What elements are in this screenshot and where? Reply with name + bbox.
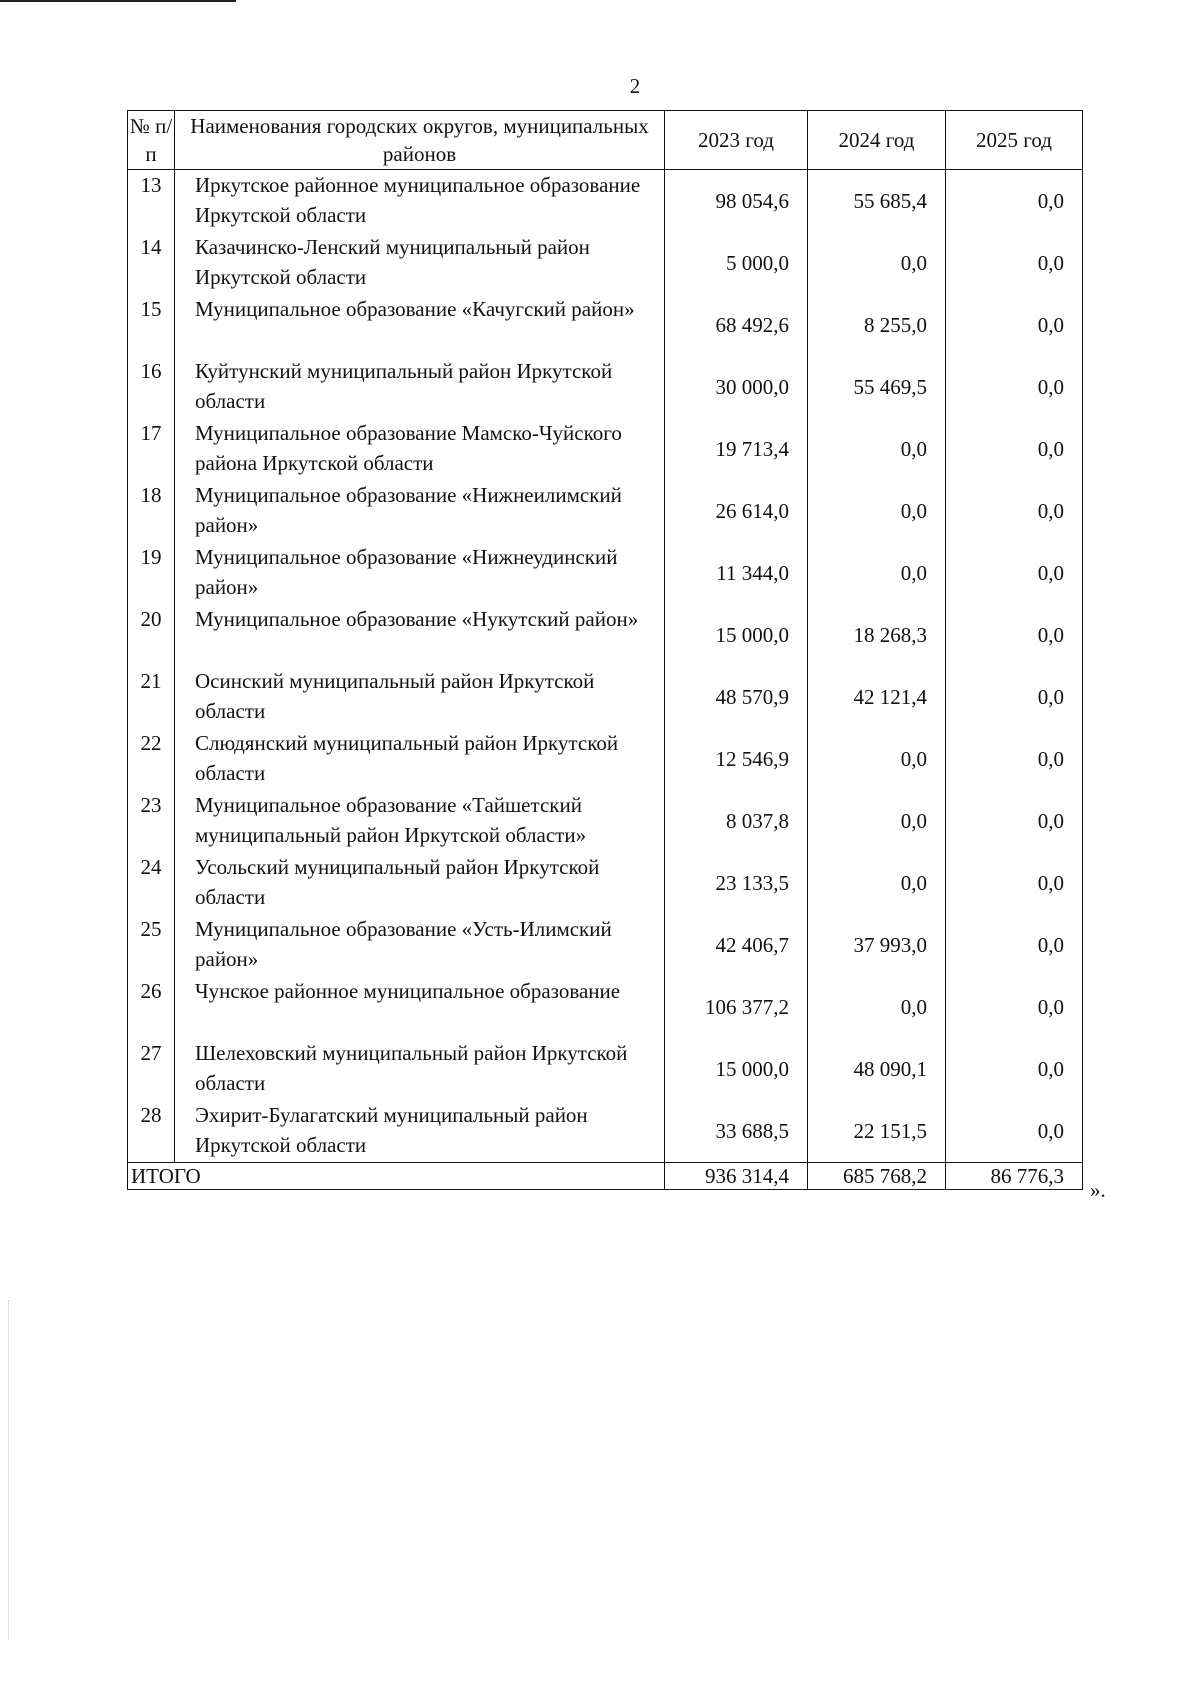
row-2024: 48 090,1 — [808, 1038, 946, 1100]
row-2024: 55 685,4 — [808, 170, 946, 233]
row-name: Муниципальное образование «Тайшетский муниципальный район Иркутской области» — [175, 790, 665, 852]
row-2023: 15 000,0 — [665, 1038, 808, 1100]
row-2024: 0,0 — [808, 542, 946, 604]
row-name: Казачинско-Ленский муниципальный район Иркутской области — [175, 232, 665, 294]
header-name: Наименования городских округов, муниципальных районов — [175, 111, 665, 170]
row-name: Осинский муниципальный район Иркутской области — [175, 666, 665, 728]
table-row — [128, 418, 1083, 480]
total-label: ИТОГО — [128, 1163, 665, 1190]
total-2025: 86 776,3 — [946, 1163, 1083, 1190]
allocation-table-wrapper — [127, 110, 1082, 1190]
row-2025: 0,0 — [946, 232, 1083, 294]
row-2023: 98 054,6 — [665, 170, 808, 233]
table-row — [128, 852, 1083, 914]
row-name: Куйтунский муниципальный район Иркутской области — [175, 356, 665, 418]
table-row — [128, 728, 1083, 790]
row-name: Эхирит-Булагатский муниципальный район Иркутской области — [175, 1100, 665, 1163]
row-2025: 0,0 — [946, 728, 1083, 790]
row-2023: 23 133,5 — [665, 852, 808, 914]
row-num: 14 — [128, 232, 175, 294]
total-2023: 936 314,4 — [665, 1163, 808, 1190]
row-2023: 11 344,0 — [665, 542, 808, 604]
top-rule — [0, 0, 236, 2]
header-num: № п/п — [128, 111, 175, 170]
row-2025: 0,0 — [946, 914, 1083, 976]
row-num: 18 — [128, 480, 175, 542]
row-2024: 0,0 — [808, 852, 946, 914]
row-2025: 0,0 — [946, 604, 1083, 666]
row-2023: 12 546,9 — [665, 728, 808, 790]
row-num: 15 — [128, 294, 175, 356]
row-num: 20 — [128, 604, 175, 666]
table-row — [128, 976, 1083, 1038]
row-2025: 0,0 — [946, 294, 1083, 356]
row-2023: 42 406,7 — [665, 914, 808, 976]
row-2024: 0,0 — [808, 232, 946, 294]
row-2025: 0,0 — [946, 666, 1083, 728]
table-row — [128, 542, 1083, 604]
allocation-table — [127, 110, 1083, 1190]
row-2025: 0,0 — [946, 976, 1083, 1038]
row-2024: 42 121,4 — [808, 666, 946, 728]
table-row — [128, 1100, 1083, 1163]
row-2024: 18 268,3 — [808, 604, 946, 666]
row-name: Иркутское районное муниципальное образование Иркутской области — [175, 170, 665, 233]
table-row — [128, 480, 1083, 542]
table-row — [128, 1038, 1083, 1100]
row-2024: 55 469,5 — [808, 356, 946, 418]
row-num: 19 — [128, 542, 175, 604]
row-name: Муниципальное образование «Усть-Илимский район» — [175, 914, 665, 976]
table-row — [128, 232, 1083, 294]
row-num: 13 — [128, 170, 175, 233]
row-2023: 106 377,2 — [665, 976, 808, 1038]
row-num: 17 — [128, 418, 175, 480]
row-name: Муниципальное образование «Нижнеилимский район» — [175, 480, 665, 542]
row-name: Муниципальное образование Мамско-Чуйского района Иркутской области — [175, 418, 665, 480]
row-num: 21 — [128, 666, 175, 728]
margin-scan-artifact — [8, 1300, 10, 1640]
row-2023: 5 000,0 — [665, 232, 808, 294]
row-name: Слюдянский муниципальный район Иркутской области — [175, 728, 665, 790]
row-2025: 0,0 — [946, 542, 1083, 604]
header-2023: 2023 год — [665, 111, 808, 170]
closing-quote-mark: ». — [1090, 1178, 1106, 1202]
row-2025: 0,0 — [946, 418, 1083, 480]
table-body — [128, 170, 1083, 1163]
row-2024: 0,0 — [808, 728, 946, 790]
row-num: 26 — [128, 976, 175, 1038]
page-number: 2 — [629, 74, 641, 98]
row-2025: 0,0 — [946, 1100, 1083, 1163]
row-name: Усольский муниципальный район Иркутской области — [175, 852, 665, 914]
row-2024: 8 255,0 — [808, 294, 946, 356]
header-2025: 2025 год — [946, 111, 1083, 170]
table-row — [128, 666, 1083, 728]
table-row — [128, 294, 1083, 356]
row-num: 22 — [128, 728, 175, 790]
table-row — [128, 356, 1083, 418]
row-2024: 0,0 — [808, 418, 946, 480]
row-2025: 0,0 — [946, 1038, 1083, 1100]
row-2024: 0,0 — [808, 480, 946, 542]
row-2023: 15 000,0 — [665, 604, 808, 666]
row-name: Муниципальное образование «Нижнеудинский район» — [175, 542, 665, 604]
row-2023: 26 614,0 — [665, 480, 808, 542]
row-num: 16 — [128, 356, 175, 418]
row-num: 23 — [128, 790, 175, 852]
table-row — [128, 604, 1083, 666]
table-header-row — [128, 111, 1083, 170]
row-2024: 22 151,5 — [808, 1100, 946, 1163]
row-2023: 48 570,9 — [665, 666, 808, 728]
table-row — [128, 790, 1083, 852]
table-row — [128, 914, 1083, 976]
total-2024: 685 768,2 — [808, 1163, 946, 1190]
row-2025: 0,0 — [946, 480, 1083, 542]
row-num: 24 — [128, 852, 175, 914]
row-2025: 0,0 — [946, 170, 1083, 233]
row-num: 27 — [128, 1038, 175, 1100]
row-2023: 33 688,5 — [665, 1100, 808, 1163]
row-2025: 0,0 — [946, 852, 1083, 914]
row-2024: 0,0 — [808, 790, 946, 852]
row-2023: 19 713,4 — [665, 418, 808, 480]
header-2024: 2024 год — [808, 111, 946, 170]
row-name: Шелеховский муниципальный район Иркутской области — [175, 1038, 665, 1100]
row-2023: 8 037,8 — [665, 790, 808, 852]
row-name: Муниципальное образование «Нукутский район» — [175, 604, 665, 666]
row-2025: 0,0 — [946, 790, 1083, 852]
row-2024: 37 993,0 — [808, 914, 946, 976]
row-2025: 0,0 — [946, 356, 1083, 418]
table-total-row — [128, 1163, 1083, 1190]
row-num: 28 — [128, 1100, 175, 1163]
row-2023: 68 492,6 — [665, 294, 808, 356]
row-2024: 0,0 — [808, 976, 946, 1038]
table-row — [128, 170, 1083, 233]
row-num: 25 — [128, 914, 175, 976]
row-2023: 30 000,0 — [665, 356, 808, 418]
row-name: Чунское районное муниципальное образование — [175, 976, 665, 1038]
row-name: Муниципальное образование «Качугский район» — [175, 294, 665, 356]
